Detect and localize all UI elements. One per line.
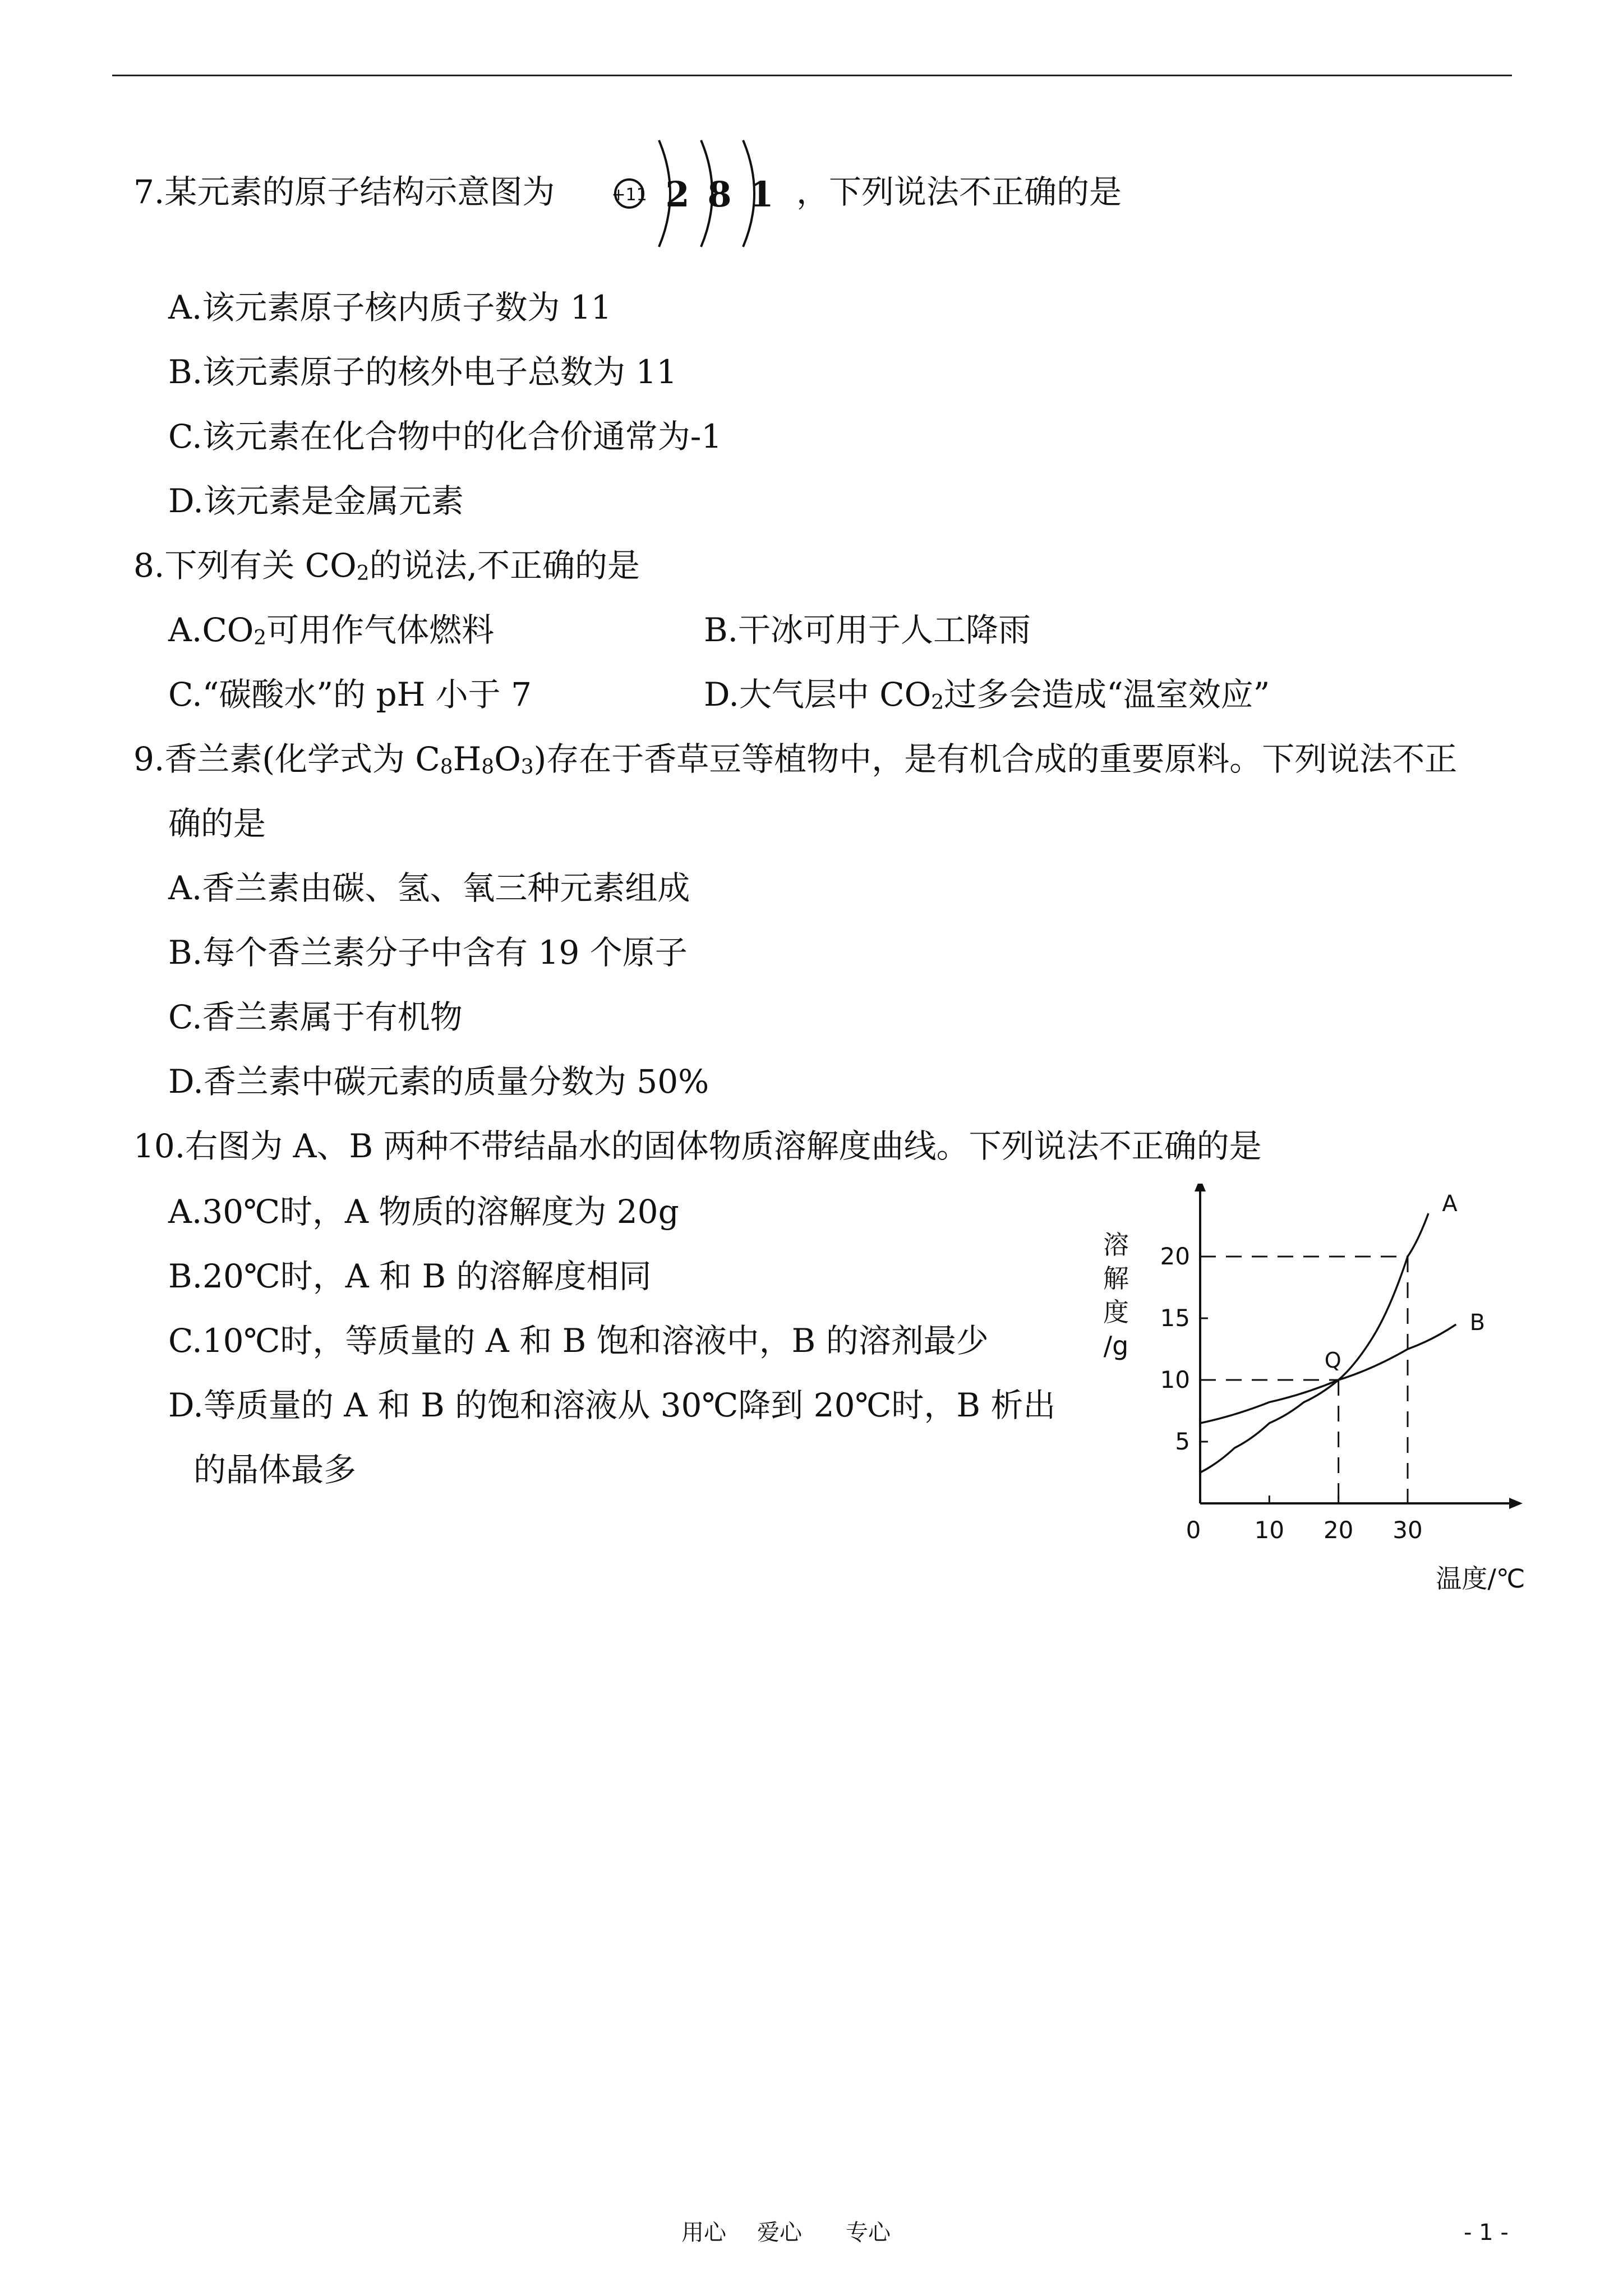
q8-option-c: C.“碳酸水”的 pH 小于 7 [168,675,532,714]
q10-option-c: C.10℃时，等质量的 A 和 B 饱和溶液中，B 的溶剂最少 [168,1322,989,1360]
q10-option-a: A.30℃时，A 物质的溶解度为 20g [168,1193,679,1231]
top-rule [112,75,1512,76]
x-tick-label: 10 [1254,1516,1285,1544]
q10-option-b: B.20℃时，A 和 B 的溶解度相同 [168,1257,652,1295]
shell-2-electrons: 8 [707,174,732,215]
y-axis-label-char: 度 [1103,1297,1129,1327]
q9-option-c: C.香兰素属于有机物 [168,998,463,1036]
question-8-stem: 8.下列有关 $CO_2$的说法,不正确的是 [133,546,640,585]
q9-option-a: A.香兰素由碳、氢、氧三种元素组成 [168,869,690,907]
y-axis-label-char: /g [1103,1331,1129,1361]
y-tick-label: 20 [1160,1243,1190,1270]
shell-1-electrons: 2 [665,174,690,215]
solubility-chart [1099,1184,1537,1604]
q10-option-d-continuation: 的晶体最多 [193,1451,357,1489]
x-tick-label: 20 [1323,1516,1354,1544]
question-10-stem: 10.右图为 A、B 两种不带结晶水的固体物质溶解度曲线。下列说法不正确的是 [133,1127,1262,1165]
page-number: - 1 - [1464,2220,1509,2246]
footer-word-3: 专心 [846,2220,891,2246]
x-tick-label: 30 [1393,1516,1423,1544]
q7-option-c: C.该元素在化合物中的化合价通常为-1 [168,417,722,455]
q7-option-b: B.该元素原子的核外电子总数为 11 [168,353,677,391]
atom-structure-diagram [611,135,796,258]
y-axis-label-char: 解 [1103,1263,1129,1294]
intersection-label: Q [1324,1348,1341,1373]
q7-stem-before: 7.某元素的原子结构示意图为 [133,173,555,211]
y-axis-label-char: 溶 [1103,1230,1129,1260]
y-tick-label: 5 [1175,1428,1190,1455]
y-tick-label: 10 [1160,1366,1190,1393]
q7-stem-after: ，下列说法不正确的是 [796,173,1122,211]
y-tick-label: 15 [1160,1304,1190,1332]
x-axis-arrow [1509,1498,1523,1509]
q9-option-d: D.香兰素中碳元素的质量分数为 50% [168,1062,709,1101]
question-9-stem: 9.香兰素(化学式为 $C_8H_8O_3$)存在于香草豆等植物中，是有机合成的重要原料。下列说法不正 [133,740,1458,779]
q8-option-d: D.大气层中 $CO_2$过多会造成“温室效应” [704,675,1270,714]
footer-word-1: 用心 [681,2220,726,2246]
q10-option-d: D.等质量的 A 和 B 的饱和溶液从 30℃降到 20℃时，B 析出 [168,1386,1056,1424]
question-7-stem [133,172,555,211]
nucleus-label: +11 [611,185,647,205]
q9-option-b: B.每个香兰素分子中含有 19 个原子 [168,933,688,972]
q7-option-a: A.该元素原子核内质子数为 11 [168,288,612,326]
series-label-A: A [1442,1191,1458,1217]
y-axis-arrow [1195,1184,1206,1191]
series-line-B [1200,1324,1456,1423]
x-tick-label: 0 [1186,1516,1201,1544]
footer-word-2: 爱心 [757,2220,802,2246]
q8-option-a: $A.CO_2$可用作气体燃料 [168,611,495,650]
q9-stem-continuation: 确的是 [168,804,266,843]
series-label-B: B [1469,1310,1486,1336]
series-line-A [1200,1213,1428,1473]
q8-option-b: B.干冰可用于人工降雨 [704,611,1031,649]
shell-3-electrons: 1 [749,174,774,215]
x-axis-label: 温度/℃ [1436,1563,1525,1594]
q7-option-d: D.该元素是金属元素 [168,482,464,520]
